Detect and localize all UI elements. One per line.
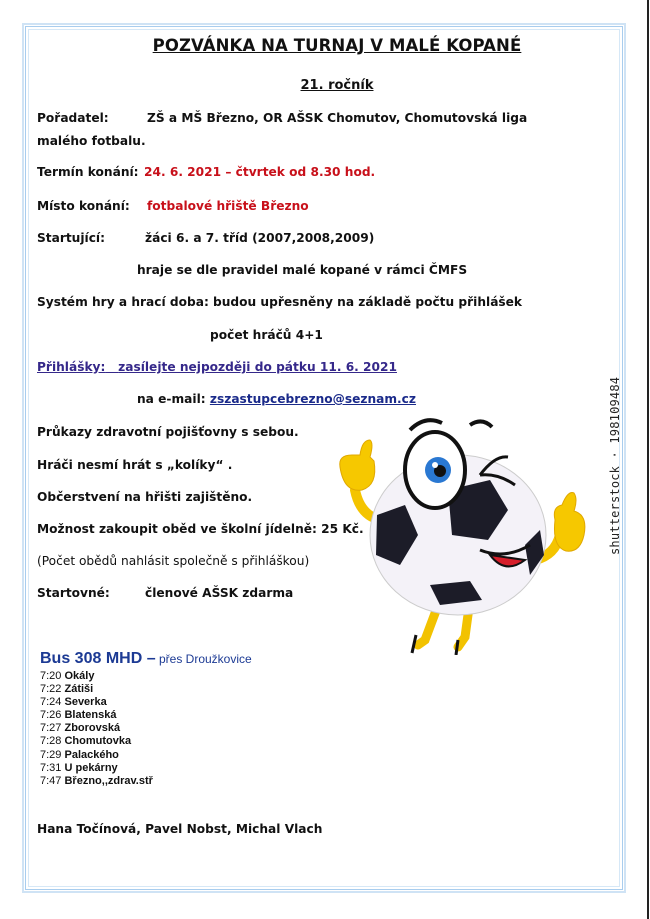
registration-line xyxy=(37,360,397,374)
rules-text: hraje se dle pravidel malé kopané v rámci ČMFS xyxy=(137,263,468,277)
note-lunch-count: (Počet obědů nahlásit společně s přihláškou) xyxy=(37,554,310,568)
bus-schedule xyxy=(40,650,252,788)
organizer-value: ZŠ a MŠ Březno, OR AŠSK Chomutov, Chomutovská liga xyxy=(147,111,528,125)
bus-stop: 7:22 Zátiši xyxy=(40,683,94,696)
fee-label: Startovné: xyxy=(37,586,110,600)
bus-stop-list xyxy=(40,670,252,788)
system-label: Systém hry a hrací doba: xyxy=(37,295,209,309)
email-prefix: na e-mail: xyxy=(137,392,206,406)
bus-stop: 7:29 Palackého xyxy=(40,748,119,761)
note-lunch: Možnost zakoupit oběd ve školní jídelně: 25 Kč. xyxy=(37,522,364,536)
note-studs: Hráči nesmí hrát s „kolíky“ . xyxy=(37,458,233,472)
scan-edge-line xyxy=(647,0,649,919)
document-title: POZVÁNKA NA TURNAJ V MALÉ KOPANÉ xyxy=(152,36,522,55)
bus-stop: 7:47 Březno,,zdrav.stř xyxy=(40,774,153,787)
stock-watermark: shutterstock · 198109484 xyxy=(608,376,622,555)
soccer-ball-mascot-image xyxy=(330,395,590,655)
organizer-value-cont: malého fotbalu. xyxy=(37,134,146,148)
bus-stop: 7:20 Okály xyxy=(40,670,95,682)
fee-value: členové AŠSK zdarma xyxy=(145,586,294,600)
venue-value: fotbalové hřiště Březno xyxy=(147,199,309,213)
registration-deadline: zasílejte nejpozději do pátku 11. 6. 2021 xyxy=(118,360,397,374)
participants-value: žáci 6. a 7. tříd (2007,2008,2009) xyxy=(145,231,375,245)
organizer-label: Pořadatel: xyxy=(37,111,109,125)
system-value: budou upřesněny na základě počtu přihlášek xyxy=(213,295,523,309)
document-subtitle: 21. ročník xyxy=(300,78,374,93)
bus-stop: 7:24 Severka xyxy=(40,696,107,709)
bus-stop: 7:31 U pekárny xyxy=(40,761,118,774)
email-link[interactable]: zszastupcebrezno@seznam.cz xyxy=(209,392,417,406)
players-count: počet hráčů 4+1 xyxy=(210,328,323,342)
date-value: 24. 6. 2021 – čtvrtek od 8.30 hod. xyxy=(144,165,376,179)
bus-stop: 7:26 Blatenská xyxy=(40,709,117,722)
date-label: Termín konání: xyxy=(37,165,139,179)
note-insurance: Průkazy zdravotní pojišťovny s sebou. xyxy=(37,425,299,439)
bus-via: přes Droužkovice xyxy=(158,652,252,666)
bus-stop: 7:28 Chomutovka xyxy=(40,735,132,748)
bus-stop: 7:27 Zborovská xyxy=(40,722,121,735)
registration-label: Přihlášky: xyxy=(37,360,106,374)
venue-label: Místo konání: xyxy=(37,199,130,213)
note-refreshments: Občerstvení na hřišti zajištěno. xyxy=(37,490,253,504)
participants-label: Startující: xyxy=(37,231,105,245)
bus-title: Bus 308 MHD – xyxy=(40,650,156,667)
authors: Hana Točínová, Pavel Nobst, Michal Vlach xyxy=(37,822,323,836)
